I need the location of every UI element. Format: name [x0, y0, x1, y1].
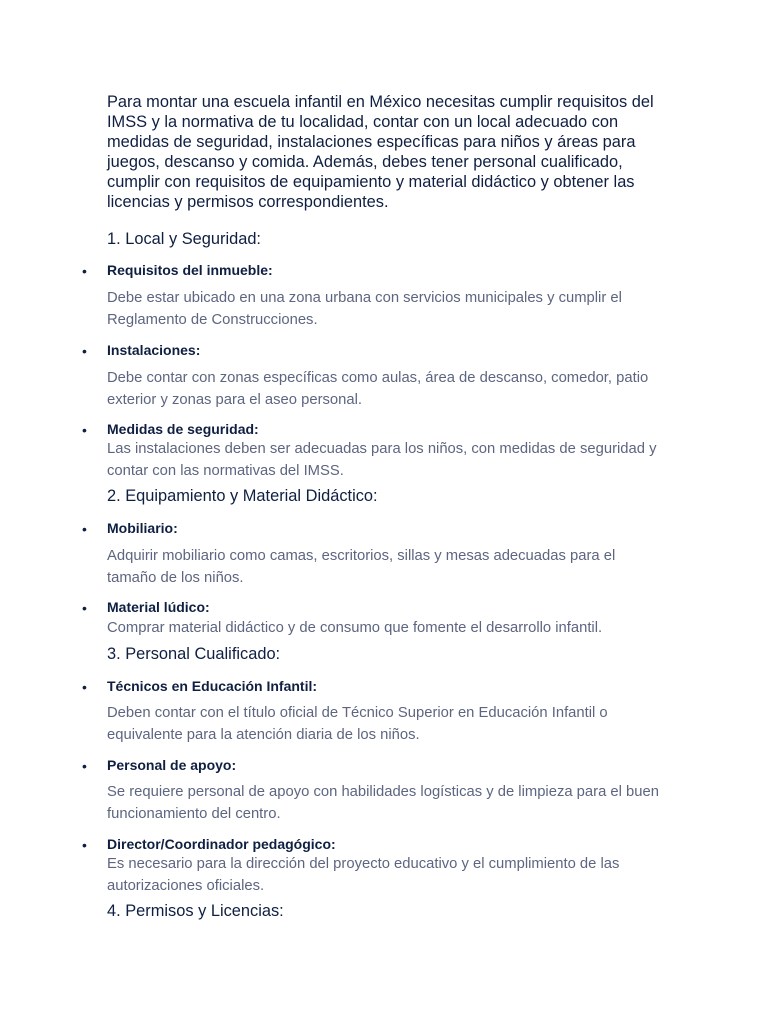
item-label: Instalaciones: [107, 342, 201, 358]
item-label: Director/Coordinador pedagógico: [107, 836, 336, 852]
item-label: Técnicos en Educación Infantil: [107, 678, 318, 694]
item-description: Adquirir mobiliario como camas, escritorios, sillas y mesas adecuadas para el tamaño de los niños. [107, 548, 616, 586]
bullet-icon: • [82, 679, 87, 695]
section-heading-personal: 3. Personal Cualificado: [107, 645, 281, 663]
item-label: Medidas de seguridad: [107, 421, 259, 437]
item-description: Deben contar con el título oficial de Técnico Superior en Educación Infantil o equivalente para la atención diaria de los niños. [107, 705, 608, 743]
item-label: Material lúdico: [107, 599, 210, 615]
item-description: Se requiere personal de apoyo con habilidades logísticas y de limpieza para el buen funcionamiento del centro. [107, 784, 659, 822]
item-label: Mobiliario: [107, 520, 178, 536]
item-label: Requisitos del inmueble: [107, 262, 273, 278]
section-heading-permisos: 4. Permisos y Licencias: [107, 902, 284, 920]
item-description: Es necesario para la dirección del proyecto educativo y el cumplimiento de las autorizaciones oficiales. [107, 856, 620, 894]
bullet-icon: • [82, 600, 87, 616]
section-heading-local: 1. Local y Seguridad: [107, 230, 261, 248]
bullet-icon: • [82, 263, 87, 279]
item-description: Comprar material didáctico y de consumo que fomente el desarrollo infantil. [107, 620, 603, 636]
bullet-icon: • [82, 343, 87, 359]
bullet-icon: • [82, 758, 87, 774]
bullet-icon: • [82, 422, 87, 438]
item-description: Debe estar ubicado en una zona urbana con servicios municipales y cumplir el Reglamento de Construcciones. [107, 290, 622, 328]
intro-paragraph: Para montar una escuela infantil en México necesitas cumplir requisitos del IMSS y la normativa de tu localidad, contar con un local adecuado con medidas de seguridad, instalaciones específicas para niños y áreas para juegos, descanso y comida. Además, debes tener personal cualificado, cumplir con requisitos de equipamiento y material didáctico y obtener las licencias y permisos correspondientes. [107, 93, 654, 211]
section-heading-equipamiento: 2. Equipamiento y Material Didáctico: [107, 487, 378, 505]
item-description: Las instalaciones deben ser adecuadas para los niños, con medidas de seguridad y contar con las normativas del IMSS. [107, 441, 657, 479]
item-description: Debe contar con zonas específicas como aulas, área de descanso, comedor, patio exterior y zonas para el aseo personal. [107, 370, 649, 408]
bullet-icon: • [82, 521, 87, 537]
item-label: Personal de apoyo: [107, 757, 237, 773]
bullet-icon: • [82, 837, 87, 853]
